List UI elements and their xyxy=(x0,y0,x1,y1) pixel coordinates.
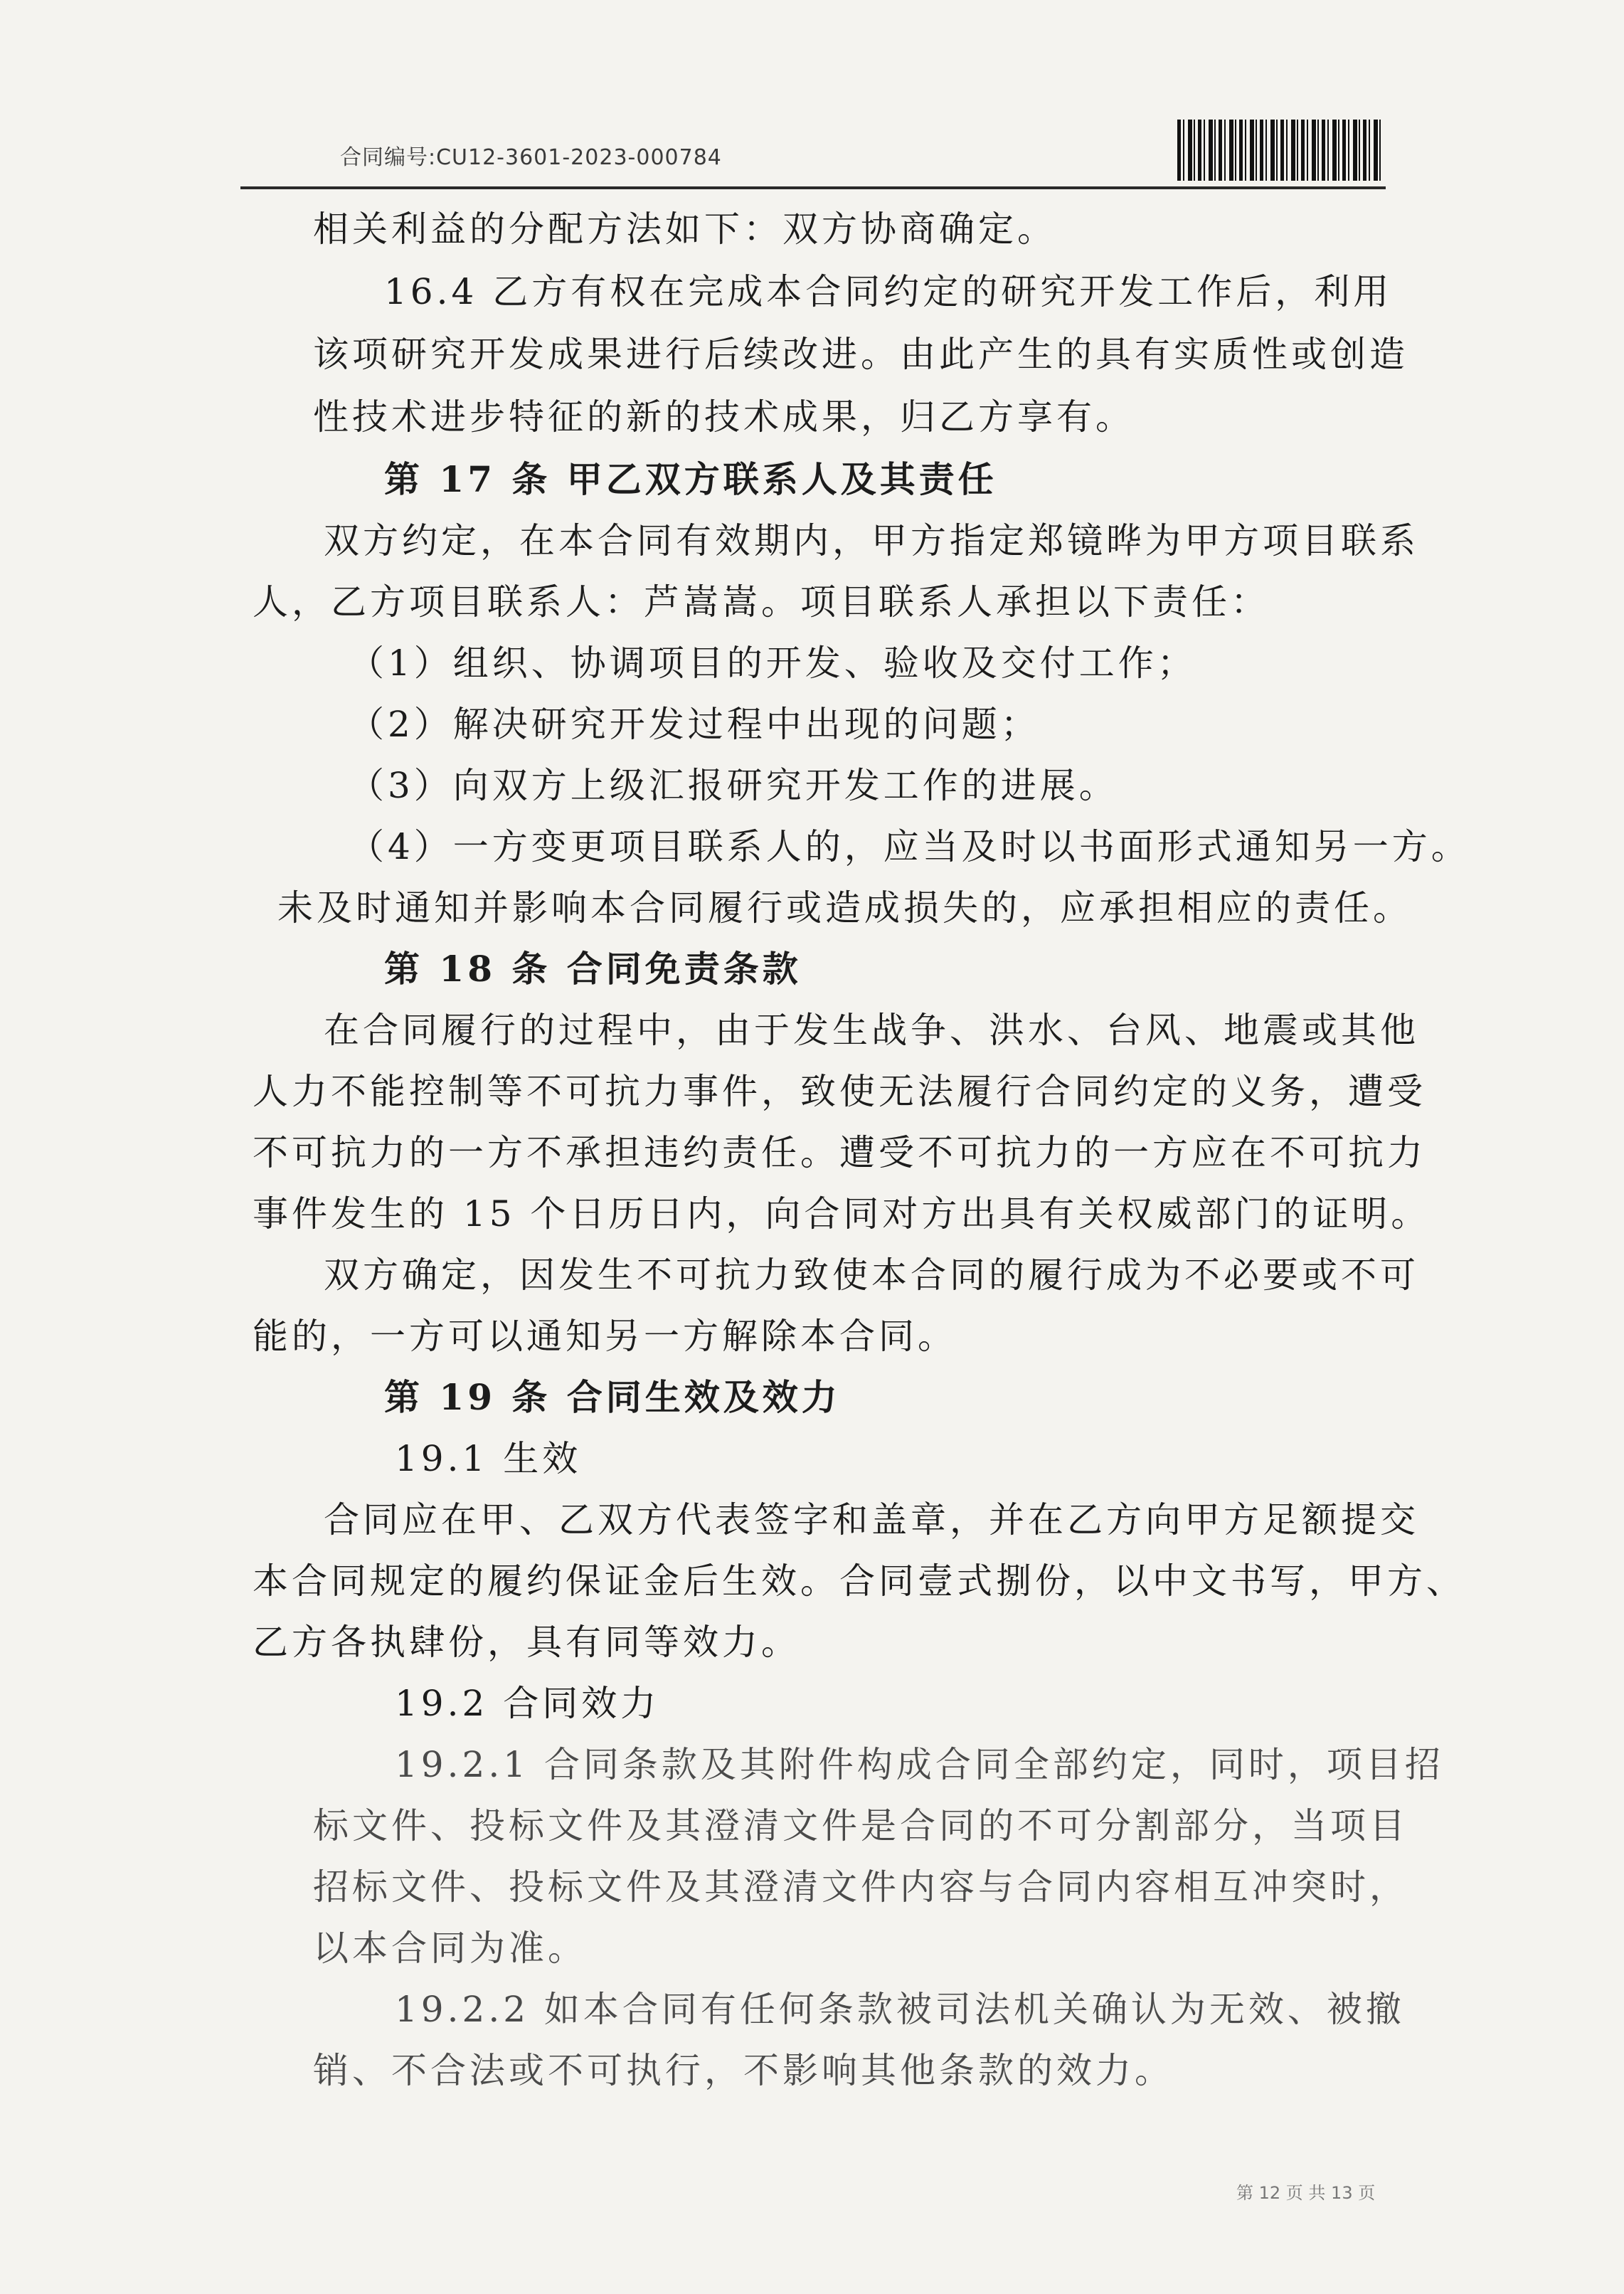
body-line: 不可抗力的一方不承担违约责任。遭受不可抗力的一方应在不可抗力 xyxy=(253,1132,1426,1173)
list-item: （3）向双方上级汇报研究开发工作的进展。 xyxy=(349,765,1118,806)
clause-19-2-2: 19.2.2 如本合同有任何条款被司法机关确认为无效、被撤 xyxy=(395,1989,1405,2030)
body-line: 招标文件、投标文件及其澄清文件内容与合同内容相互冲突时， xyxy=(313,1866,1408,1908)
article-18-heading: 第 18 条 合同免责条款 xyxy=(384,948,802,990)
list-item: （2）解决研究开发过程中出现的问题； xyxy=(349,704,1040,745)
article-17-heading: 第 17 条 甲乙双方联系人及其责任 xyxy=(384,458,997,500)
contract-number: 合同编号:CU12-3601-2023-000784 xyxy=(340,145,722,170)
body-line: 双方确定，因发生不可抗力致使本合同的履行成为不必要或不可 xyxy=(324,1254,1419,1296)
body-line: 销、不合法或不可执行，不影响其他条款的效力。 xyxy=(313,2050,1174,2091)
article-19-heading: 第 19 条 合同生效及效力 xyxy=(384,1376,841,1418)
body-line: 乙方各执肆份，具有同等效力。 xyxy=(253,1622,800,1663)
body-line: 事件发生的 15 个日历日内，向合同对方出具有关权威部门的证明。 xyxy=(253,1193,1431,1235)
clause-16-4: 16.4 乙方有权在完成本合同约定的研究开发工作后，利用 xyxy=(384,271,1393,312)
clause-19-2-1: 19.2.1 合同条款及其附件构成合同全部约定，同时，项目招 xyxy=(395,1744,1444,1785)
body-line: 性技术进步特征的新的技术成果，归乙方享有。 xyxy=(313,396,1135,438)
clause-19-1-heading: 19.1 生效 xyxy=(395,1438,582,1479)
body-line: 在合同履行的过程中，由于发生战争、洪水、台风、地震或其他 xyxy=(324,1010,1419,1051)
body-line: 双方约定，在本合同有效期内，甲方指定郑镜晔为甲方项目联系 xyxy=(324,520,1419,561)
header-divider xyxy=(240,186,1386,189)
body-line: 该项研究开发成果进行后续改进。由此产生的具有实质性或创造 xyxy=(313,334,1408,375)
body-line: 标文件、投标文件及其澄清文件是合同的不可分割部分，当项目 xyxy=(313,1805,1408,1846)
clause-19-2-heading: 19.2 合同效力 xyxy=(395,1683,660,1724)
body-line: 人力不能控制等不可抗力事件，致使无法履行合同约定的义务，遭受 xyxy=(253,1071,1426,1112)
body-line: 本合同规定的履约保证金后生效。合同壹式捌份，以中文书写，甲方、 xyxy=(253,1560,1465,1602)
barcode-icon xyxy=(1177,120,1382,181)
body-line: 合同应在甲、乙双方代表签字和盖章，并在乙方向甲方足额提交 xyxy=(324,1499,1419,1540)
body-line: 人，乙方项目联系人：芦嵩嵩。项目联系人承担以下责任： xyxy=(253,581,1270,623)
body-line: 能的，一方可以通知另一方解除本合同。 xyxy=(253,1316,957,1357)
list-item: （4）一方变更项目联系人的，应当及时以书面形式通知另一方。 xyxy=(349,826,1470,867)
body-line: 未及时通知并影响本合同履行或造成损失的，应承担相应的责任。 xyxy=(277,887,1412,929)
body-line: 以本合同为准。 xyxy=(313,1928,587,1969)
page-indicator: 第 12 页 共 13 页 xyxy=(1236,2183,1376,2203)
body-line: 相关利益的分配方法如下：双方协商确定。 xyxy=(313,208,1056,250)
list-item: （1）组织、协调项目的开发、验收及交付工作； xyxy=(349,643,1196,684)
